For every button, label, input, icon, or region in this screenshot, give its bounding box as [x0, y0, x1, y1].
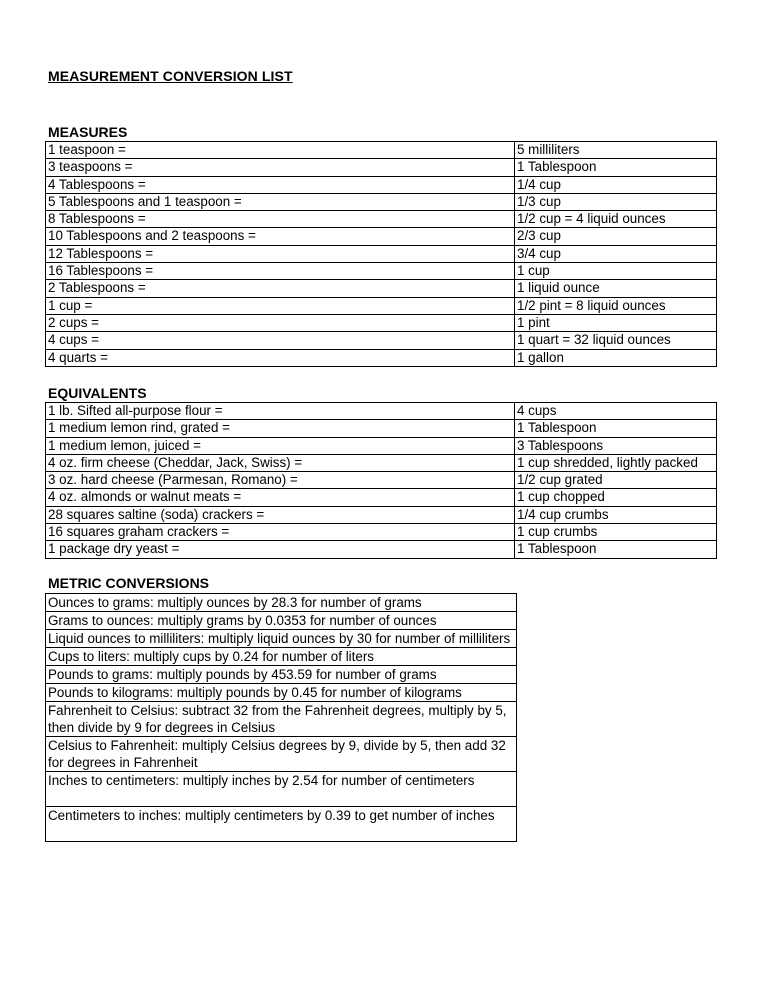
metric-row [46, 737, 517, 772]
equivalents-quantity-cell: 3 oz. hard cheese (Parmesan, Romano) = [46, 472, 515, 489]
metric-conversions-table [45, 593, 517, 842]
equivalents-row [46, 472, 717, 489]
metric-conversion-cell: Liquid ounces to milliliters: multiply liquid ounces by 30 for number of milliliters [46, 630, 517, 648]
equivalents-equivalent-cell: 1 Tablespoon [515, 420, 717, 437]
measures-quantity-cell: 4 quarts = [46, 349, 515, 366]
measures-row [46, 297, 717, 314]
equivalents-quantity-cell: 1 package dry yeast = [46, 541, 515, 558]
equivalents-equivalent-cell: 1 cup crumbs [515, 524, 717, 541]
equivalents-equivalent-cell: 1 cup chopped [515, 489, 717, 506]
metric-conversion-cell: Inches to centimeters: multiply inches by 2.54 for number of centimeters [46, 772, 517, 807]
metric-row [46, 594, 517, 612]
equivalents-quantity-cell: 1 lb. Sifted all-purpose flour = [46, 403, 515, 420]
metric-conversion-cell: Centimeters to inches: multiply centimeters by 0.39 to get number of inches [46, 807, 517, 842]
metric-row [46, 630, 517, 648]
equivalents-row [46, 420, 717, 437]
measures-equivalent-cell: 2/3 cup [515, 228, 717, 245]
equivalents-row [46, 454, 717, 471]
measures-row [46, 159, 717, 176]
measures-equivalent-cell: 5 milliliters [515, 142, 717, 159]
metric-row [46, 612, 517, 630]
measures-row [46, 228, 717, 245]
measures-quantity-cell: 12 Tablespoons = [46, 245, 515, 262]
measures-quantity-cell: 2 cups = [46, 314, 515, 331]
measures-equivalent-cell: 1 Tablespoon [515, 159, 717, 176]
measures-table [45, 141, 717, 367]
metric-row [46, 684, 517, 702]
metric-conversion-cell: Celsius to Fahrenheit: multiply Celsius degrees by 9, divide by 5, then add 32 for degrees in Fahrenheit [46, 737, 517, 772]
equivalents-row [46, 541, 717, 558]
measures-row [46, 142, 717, 159]
metric-row [46, 772, 517, 807]
metric-conversion-cell: Ounces to grams: multiply ounces by 28.3 for number of grams [46, 594, 517, 612]
equivalents-quantity-cell: 4 oz. almonds or walnut meats = [46, 489, 515, 506]
measures-equivalent-cell: 1/2 pint = 8 liquid ounces [515, 297, 717, 314]
metric-row [46, 702, 517, 737]
equivalents-quantity-cell: 1 medium lemon, juiced = [46, 437, 515, 454]
measures-equivalent-cell: 3/4 cup [515, 245, 717, 262]
measures-row [46, 245, 717, 262]
measures-quantity-cell: 1 cup = [46, 297, 515, 314]
metric-conversion-cell: Grams to ounces: multiply grams by 0.0353 for number of ounces [46, 612, 517, 630]
equivalents-equivalent-cell: 1/4 cup crumbs [515, 506, 717, 523]
measures-row [46, 349, 717, 366]
measures-equivalent-cell: 1 gallon [515, 349, 717, 366]
measures-row [46, 332, 717, 349]
metric-row [46, 807, 517, 842]
measures-quantity-cell: 1 teaspoon = [46, 142, 515, 159]
metric-conversion-cell: Cups to liters: multiply cups by 0.24 for number of liters [46, 648, 517, 666]
measures-equivalent-cell: 1 liquid ounce [515, 280, 717, 297]
equivalents-equivalent-cell: 1 cup shredded, lightly packed [515, 454, 717, 471]
measures-row [46, 211, 717, 228]
measures-row [46, 193, 717, 210]
measures-row [46, 314, 717, 331]
measures-row [46, 263, 717, 280]
equivalents-equivalent-cell: 4 cups [515, 403, 717, 420]
metric-row [46, 648, 517, 666]
equivalents-row [46, 403, 717, 420]
metric-conversion-cell: Fahrenheit to Celsius: subtract 32 from the Fahrenheit degrees, multiply by 5, then divide by 9 for degrees in Celsius [46, 702, 517, 737]
measures-quantity-cell: 5 Tablespoons and 1 teaspoon = [46, 193, 515, 210]
equivalents-row [46, 524, 717, 541]
measures-row [46, 176, 717, 193]
page-title: MEASUREMENT CONVERSION LIST [48, 68, 293, 84]
measures-equivalent-cell: 1/4 cup [515, 176, 717, 193]
measures-row [46, 280, 717, 297]
measures-quantity-cell: 2 Tablespoons = [46, 280, 515, 297]
equivalents-equivalent-cell: 1 Tablespoon [515, 541, 717, 558]
equivalents-row [46, 437, 717, 454]
equivalents-row [46, 489, 717, 506]
metric-heading: METRIC CONVERSIONS [48, 575, 210, 591]
measures-quantity-cell: 4 Tablespoons = [46, 176, 515, 193]
measures-equivalent-cell: 1/3 cup [515, 193, 717, 210]
measures-quantity-cell: 3 teaspoons = [46, 159, 515, 176]
measures-quantity-cell: 16 Tablespoons = [46, 263, 515, 280]
measures-quantity-cell: 8 Tablespoons = [46, 211, 515, 228]
measures-heading: MEASURES [48, 124, 128, 140]
measures-equivalent-cell: 1 quart = 32 liquid ounces [515, 332, 717, 349]
metric-conversion-cell: Pounds to kilograms: multiply pounds by 0.45 for number of kilograms [46, 684, 517, 702]
equivalents-row [46, 506, 717, 523]
equivalents-table [45, 402, 717, 559]
equivalents-quantity-cell: 16 squares graham crackers = [46, 524, 515, 541]
metric-row [46, 666, 517, 684]
equivalents-equivalent-cell: 1/2 cup grated [515, 472, 717, 489]
measures-equivalent-cell: 1 pint [515, 314, 717, 331]
equivalents-equivalent-cell: 3 Tablespoons [515, 437, 717, 454]
equivalents-quantity-cell: 4 oz. firm cheese (Cheddar, Jack, Swiss) = [46, 454, 515, 471]
measures-equivalent-cell: 1/2 cup = 4 liquid ounces [515, 211, 717, 228]
measures-quantity-cell: 4 cups = [46, 332, 515, 349]
equivalents-quantity-cell: 1 medium lemon rind, grated = [46, 420, 515, 437]
metric-conversion-cell: Pounds to grams: multiply pounds by 453.59 for number of grams [46, 666, 517, 684]
equivalents-quantity-cell: 28 squares saltine (soda) crackers = [46, 506, 515, 523]
measures-equivalent-cell: 1 cup [515, 263, 717, 280]
equivalents-heading: EQUIVALENTS [48, 385, 147, 401]
measures-quantity-cell: 10 Tablespoons and 2 teaspoons = [46, 228, 515, 245]
